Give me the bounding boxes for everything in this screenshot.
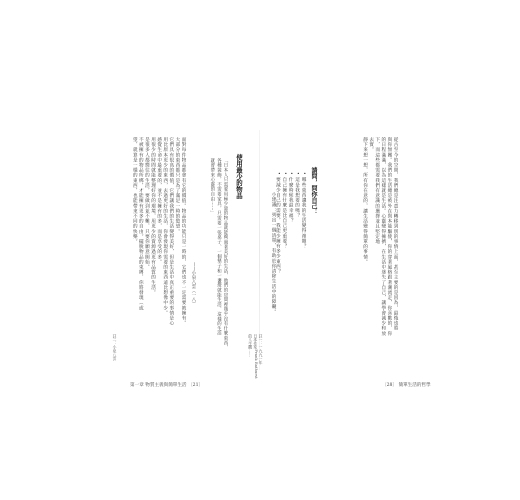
text-line: 用很少的時間就能整理好你的環境，用更少的資源過更有品質的生活。 (150, 137, 156, 296)
right-page-body (316, 137, 398, 336)
question-item: • 自己擁有什麼是比自己更重要？ (281, 172, 287, 249)
section-heading: 使用最少的物品 (235, 154, 243, 199)
text-line: 用比原本更少的東西，去過更好的生活，你會發現你需要的東西遠比想像中少。 (162, 137, 168, 316)
text-line: 望，就算是一樣的東西，也能帶來不同的快樂。 (132, 137, 138, 245)
left-page-footer: 第一章 物質主義與簡單生活 〔21〕 (130, 383, 204, 388)
text-line: 感覺生命中最重要的，並不是擁有的多，而是享受的多。 (156, 137, 162, 265)
text-line: 它們具有很高的價值，它們讓我們的生活變得美好，但是生活中真正重要的事情是心 (168, 137, 174, 326)
quote-line: 就會帶來心靈的自由……」 (209, 158, 215, 216)
text-line: 靜下來想一想，所有你在意的，讓生活變得簡單的事情。 (362, 137, 368, 265)
quote-attribution: ——小泉八雲（一八） (191, 262, 196, 306)
footnote-line: 註二：小泉八雲 (113, 334, 118, 361)
text-line: 不被擁有的物品所綁，才能擁有更多的自由。擺脫物品的束縛，你將發現（或 (138, 137, 144, 311)
text-line: 與你無關。我們的生活總是被外在與本能驅使，你的穿著風格跟著潮流走，你喜歡的，你 (386, 137, 392, 336)
footnote-line: 日本作家Frank Bathurst (253, 334, 259, 379)
question-item: • 這是我想要的嗎？ (294, 172, 300, 218)
question-item: • 什麼時候我最幸福？ (288, 172, 294, 224)
text-line: 去實。 (368, 137, 374, 153)
text-line: 的日程滿滿，以為這樣就是生活。心靈變得擁擠，在生活中迷失了自己，讓學會減少和放 (380, 137, 386, 336)
right-page-footer: 〔28〕 簡單生活的哲學 (382, 383, 431, 388)
questions-list (275, 172, 306, 275)
question-item: • 要減少自己的需要，我能少擁有多少東西？ (275, 172, 281, 275)
left-footnotes (108, 334, 118, 370)
text-line: 面對每件物品都會有它的價值。物品的功能只是一時的，它們也不一定需要被擁有。 (181, 137, 186, 326)
exercise-text (264, 192, 276, 315)
block-quote (194, 158, 228, 350)
question-item: • 哪些東西讓我的生活變得複雜？ (301, 172, 306, 249)
right-footnotes (248, 334, 264, 379)
footnote-line: 的人生觀…… (248, 334, 254, 357)
text-line: 是很多人都嚮往的生活，要做到並不難，只要你願意開始。 (144, 137, 150, 270)
left-page-body (122, 137, 186, 345)
text-line: 小建議：列出一個清單，有助於你清除生活中的障礙。 (271, 192, 276, 315)
quote-line: 各種裝飾，不需要家具，只需要一張桌子、一個墊子和一盞燈就能生活，這樣的生活 (216, 158, 222, 336)
footnote-line: 註一：一九九一年 (259, 334, 264, 365)
text-line: 大部分的東西都只是為了滿足一時的慾望。 (174, 137, 180, 234)
text-line: 下，而這些都需要我們有意識的選擇並且堅定地 (374, 137, 380, 245)
questions-title: 請問，問你自己： (310, 167, 317, 215)
text-line: 從古至今的空間，我們總是注意力轉移到別的事情上面，甚至主要的是因為，最後也將 (393, 137, 398, 331)
quote-line: 「日本人只需要用極少量的物品就能夠過著美好的生活，他們的房間裡幾乎沒有什麼東西， (223, 158, 228, 350)
